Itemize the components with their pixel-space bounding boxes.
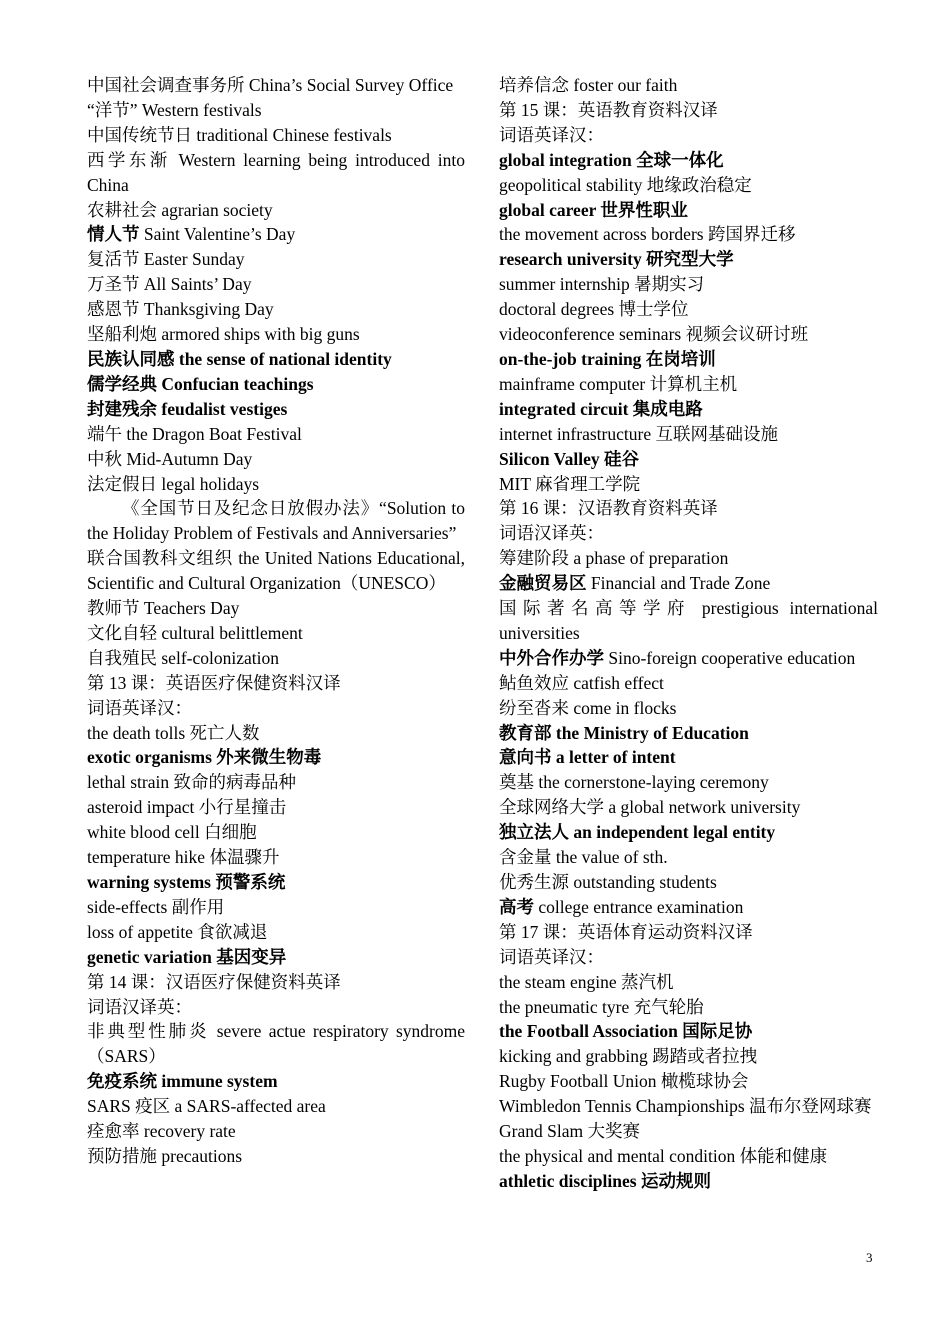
glossary-entry (499, 322, 878, 347)
page-number: 3 (866, 1250, 873, 1265)
glossary-entry (499, 671, 878, 696)
glossary-text: 端午 the Dragon Boat Festival (87, 423, 302, 444)
glossary-text: Rugby Football Union 橄榄球协会 (499, 1071, 749, 1092)
glossary-entry (499, 795, 878, 820)
glossary-text: 鲇鱼效应 catfish effect (499, 672, 664, 693)
glossary-text: kicking and grabbing 踢踏或者拉拽 (499, 1046, 758, 1067)
glossary-text: the pneumatic tyre 充气轮胎 (499, 996, 704, 1017)
glossary-entry (87, 770, 465, 795)
glossary-text: 词语英译汉： (499, 124, 604, 145)
glossary-term-bold: 独立法人 an independent legal entity (499, 822, 776, 843)
glossary-term-bold: 金融贸易区 (499, 573, 587, 594)
glossary-entry (499, 222, 878, 247)
glossary-text: 筹建阶段 a phase of preparation (499, 548, 729, 569)
glossary-text: 联合国教科文组织 the United Nations Educational, Scientific and Cultural Organization（UNESCO） (87, 548, 465, 594)
glossary-text: 文化自轻 cultural belittlement (87, 622, 303, 643)
glossary-entry (87, 845, 465, 870)
glossary-term-bold: the Football Association 国际足协 (499, 1021, 753, 1042)
glossary-entry (87, 447, 465, 472)
glossary-text: the death tolls 死亡人数 (87, 722, 260, 743)
glossary-term-bold: exotic organisms 外来微生物毒 (87, 747, 322, 768)
glossary-entry (87, 73, 465, 98)
glossary-term-bold: on-the-job training 在岗培训 (499, 348, 716, 369)
glossary-entry (499, 895, 878, 920)
glossary-entry (87, 123, 465, 148)
glossary-text: 词语英译汉： (499, 946, 604, 967)
glossary-entry (87, 546, 465, 596)
glossary-entry (499, 1069, 878, 1094)
glossary-entry (499, 845, 878, 870)
glossary-text: 词语汉译英： (499, 523, 604, 544)
glossary-text: 培养信念 foster our faith (499, 75, 678, 95)
glossary-text: SARS 疫区 a SARS-affected area (87, 1096, 326, 1117)
glossary-entry (499, 447, 878, 472)
glossary-entry (499, 920, 878, 945)
glossary-entry (499, 496, 878, 521)
glossary-entry (87, 870, 465, 895)
glossary-entry (87, 272, 465, 297)
glossary-text: side-effects 副作用 (87, 896, 225, 917)
glossary-entry (87, 945, 465, 970)
glossary-text: 预防措施 precautions (87, 1145, 243, 1166)
glossary-entry (87, 198, 465, 223)
glossary-entry (499, 397, 878, 422)
glossary-entry (87, 397, 465, 422)
glossary-term-bold: integrated circuit 集成电路 (499, 398, 703, 419)
glossary-text: 中国社会调查事务所 China’s Social Survey Office (87, 75, 454, 95)
glossary-entry (87, 1019, 465, 1069)
glossary-text: Saint Valentine’s Day (139, 224, 296, 245)
glossary-text: temperature hike 体温骤升 (87, 847, 280, 868)
glossary-term-bold: genetic variation 基因变异 (87, 946, 287, 967)
glossary-text: 第 13 课：英语医疗保健资料汉译 (87, 672, 341, 693)
glossary-entry (87, 721, 465, 746)
glossary-term-bold: 儒学经典 Confucian teachings (87, 373, 314, 394)
glossary-entry (87, 621, 465, 646)
glossary-entry (499, 721, 878, 746)
glossary-entry (499, 571, 878, 596)
glossary-text: lethal strain 致命的病毒品种 (87, 772, 296, 793)
glossary-text: 第 14 课：汉语医疗保健资料英译 (87, 971, 341, 992)
glossary-entry (499, 1119, 878, 1144)
glossary-entry (87, 1119, 465, 1144)
glossary-entry (87, 372, 465, 397)
glossary-text: internet infrastructure 互联网基础设施 (499, 423, 778, 444)
glossary-entry (87, 745, 465, 770)
glossary-entry (499, 148, 878, 173)
glossary-entry (87, 1069, 465, 1094)
glossary-text: the movement across borders 跨国界迁移 (499, 224, 796, 245)
glossary-term-bold: 免疫系统 immune system (87, 1071, 278, 1092)
glossary-term-bold: warning systems 预警系统 (87, 872, 286, 892)
glossary-text: the physical and mental condition 体能和健康 (499, 1145, 828, 1166)
glossary-entry (499, 970, 878, 995)
glossary-text: 词语汉译英： (87, 996, 192, 1017)
glossary-text: 国际著名高等学府 prestigious international universities (499, 598, 878, 643)
glossary-term-bold: global integration 全球一体化 (499, 149, 724, 170)
glossary-entry (499, 945, 878, 970)
glossary-entry (87, 920, 465, 945)
glossary-text: 中秋 Mid-Autumn Day (87, 448, 253, 469)
glossary-text: 含金量 the value of sth. (499, 847, 668, 868)
glossary-entry (499, 98, 878, 123)
glossary-term-bold: 中外合作办学 (499, 647, 604, 668)
glossary-text: 教师节 Teachers Day (87, 598, 240, 619)
glossary-text: the steam engine 蒸汽机 (499, 971, 674, 992)
glossary-entry (499, 770, 878, 795)
glossary-entry (87, 472, 465, 497)
glossary-text: Grand Slam 大奖赛 (499, 1121, 640, 1142)
glossary-entry (499, 1044, 878, 1069)
glossary-term-bold: global career 世界性职业 (499, 199, 688, 220)
glossary-text: white blood cell 白细胞 (87, 822, 257, 843)
glossary-term-bold: athletic disciplines 运动规则 (499, 1170, 711, 1191)
glossary-entry (87, 671, 465, 696)
glossary-text: summer internship 暑期实习 (499, 274, 705, 295)
glossary-text: MIT 麻省理工学院 (499, 473, 641, 494)
glossary-text: 纷至沓来 come in flocks (499, 697, 677, 718)
glossary-text: geopolitical stability 地缘政治稳定 (499, 174, 752, 195)
glossary-entry (499, 745, 878, 770)
glossary-entry (87, 496, 465, 546)
glossary-text: 自我殖民 self-colonization (87, 647, 279, 668)
glossary-term-bold: 封建残余 feudalist vestiges (87, 398, 288, 419)
glossary-text: 第 16 课：汉语教育资料英译 (499, 498, 718, 519)
glossary-entry (499, 272, 878, 297)
glossary-text: loss of appetite 食欲减退 (87, 921, 268, 942)
glossary-entry (87, 895, 465, 920)
glossary-text: 坚船利炮 armored ships with big guns (87, 324, 360, 345)
glossary-text: Financial and Trade Zone (586, 573, 771, 594)
glossary-entry (87, 795, 465, 820)
glossary-text: 痊愈率 recovery rate (87, 1121, 236, 1142)
glossary-entry (87, 995, 465, 1020)
glossary-entry (499, 995, 878, 1020)
glossary-text: 万圣节 All Saints’ Day (87, 274, 252, 295)
glossary-text: asteroid impact 小行星撞击 (87, 797, 287, 818)
glossary-entry (499, 546, 878, 571)
glossary-text: Sino-foreign cooperative education (604, 647, 856, 668)
glossary-text: doctoral degrees 博士学位 (499, 299, 689, 320)
glossary-term-bold: 意向书 a letter of intent (499, 747, 676, 768)
glossary-text: 感恩节 Thanksgiving Day (87, 299, 274, 320)
glossary-entry (499, 1094, 878, 1119)
glossary-entry (499, 1169, 878, 1194)
glossary-entry (87, 1144, 465, 1169)
glossary-text: 词语英译汉： (87, 697, 192, 718)
glossary-entry (499, 247, 878, 272)
glossary-text: college entrance examination (534, 896, 744, 917)
glossary-entry (499, 372, 878, 397)
glossary-text: 西学东渐 Western learning being introduced into China (87, 149, 465, 195)
glossary-text: 优秀生源 outstanding students (499, 872, 717, 892)
glossary-term-bold: research university 研究型大学 (499, 249, 734, 270)
glossary-text: Wimbledon Tennis Championships 温布尔登网球赛 (499, 1096, 872, 1117)
glossary-entry (499, 297, 878, 322)
glossary-entry (499, 472, 878, 497)
glossary-entry (87, 297, 465, 322)
glossary-text: “洋节” Western festivals (87, 99, 262, 120)
glossary-text: 全球网络大学 a global network university (499, 797, 801, 818)
glossary-term-bold: 民族认同感 the sense of national identity (87, 348, 392, 369)
glossary-entry (87, 422, 465, 447)
glossary-entry (87, 596, 465, 621)
glossary-entry (87, 646, 465, 671)
glossary-entry (87, 322, 465, 347)
glossary-text: 农耕社会 agrarian society (87, 199, 273, 220)
glossary-entry (499, 173, 878, 198)
glossary-entry (87, 1094, 465, 1119)
glossary-text: 第 17 课：英语体育运动资料汉译 (499, 921, 753, 942)
glossary-entry (87, 98, 465, 123)
glossary-entry (499, 820, 878, 845)
glossary-entry (499, 870, 878, 895)
glossary-entry (499, 123, 878, 148)
glossary-entry (499, 646, 878, 671)
glossary-text: 奠基 the cornerstone-laying ceremony (499, 772, 769, 793)
glossary-entry (499, 73, 878, 98)
glossary-text: 法定假日 legal holidays (87, 473, 260, 494)
glossary-entry (499, 1019, 878, 1044)
glossary-entry (499, 422, 878, 447)
glossary-entry (87, 222, 465, 247)
right-column (499, 73, 878, 1194)
glossary-entry (499, 596, 878, 646)
glossary-term-bold: Silicon Valley 硅谷 (499, 448, 640, 469)
glossary-entry (87, 696, 465, 721)
glossary-entry (499, 347, 878, 372)
glossary-entry (499, 521, 878, 546)
glossary-entry (87, 820, 465, 845)
glossary-term-bold: 情人节 (87, 224, 140, 245)
glossary-entry (499, 1144, 878, 1169)
glossary-text: videoconference seminars 视频会议研讨班 (499, 324, 809, 345)
left-column (87, 73, 465, 1169)
glossary-text: 中国传统节日 traditional Chinese festivals (87, 124, 392, 145)
glossary-text: 《全国节日及纪念日放假办法》“Solution to the Holiday Problem of Festivals and Anniversaries” (87, 498, 465, 544)
glossary-entry (87, 247, 465, 272)
glossary-text: 复活节 Easter Sunday (87, 249, 245, 270)
glossary-entry (87, 970, 465, 995)
glossary-entry (499, 198, 878, 223)
glossary-entry (87, 347, 465, 372)
glossary-text: 第 15 课：英语教育资料汉译 (499, 99, 718, 120)
glossary-term-bold: 高考 (499, 896, 534, 917)
glossary-text: 非典型性肺炎 severe actue respiratory syndrome（SARS） (87, 1021, 465, 1067)
glossary-term-bold: 教育部 the Ministry of Education (499, 722, 749, 743)
glossary-text: mainframe computer 计算机主机 (499, 373, 738, 394)
glossary-entry (499, 696, 878, 721)
glossary-entry (87, 148, 465, 198)
